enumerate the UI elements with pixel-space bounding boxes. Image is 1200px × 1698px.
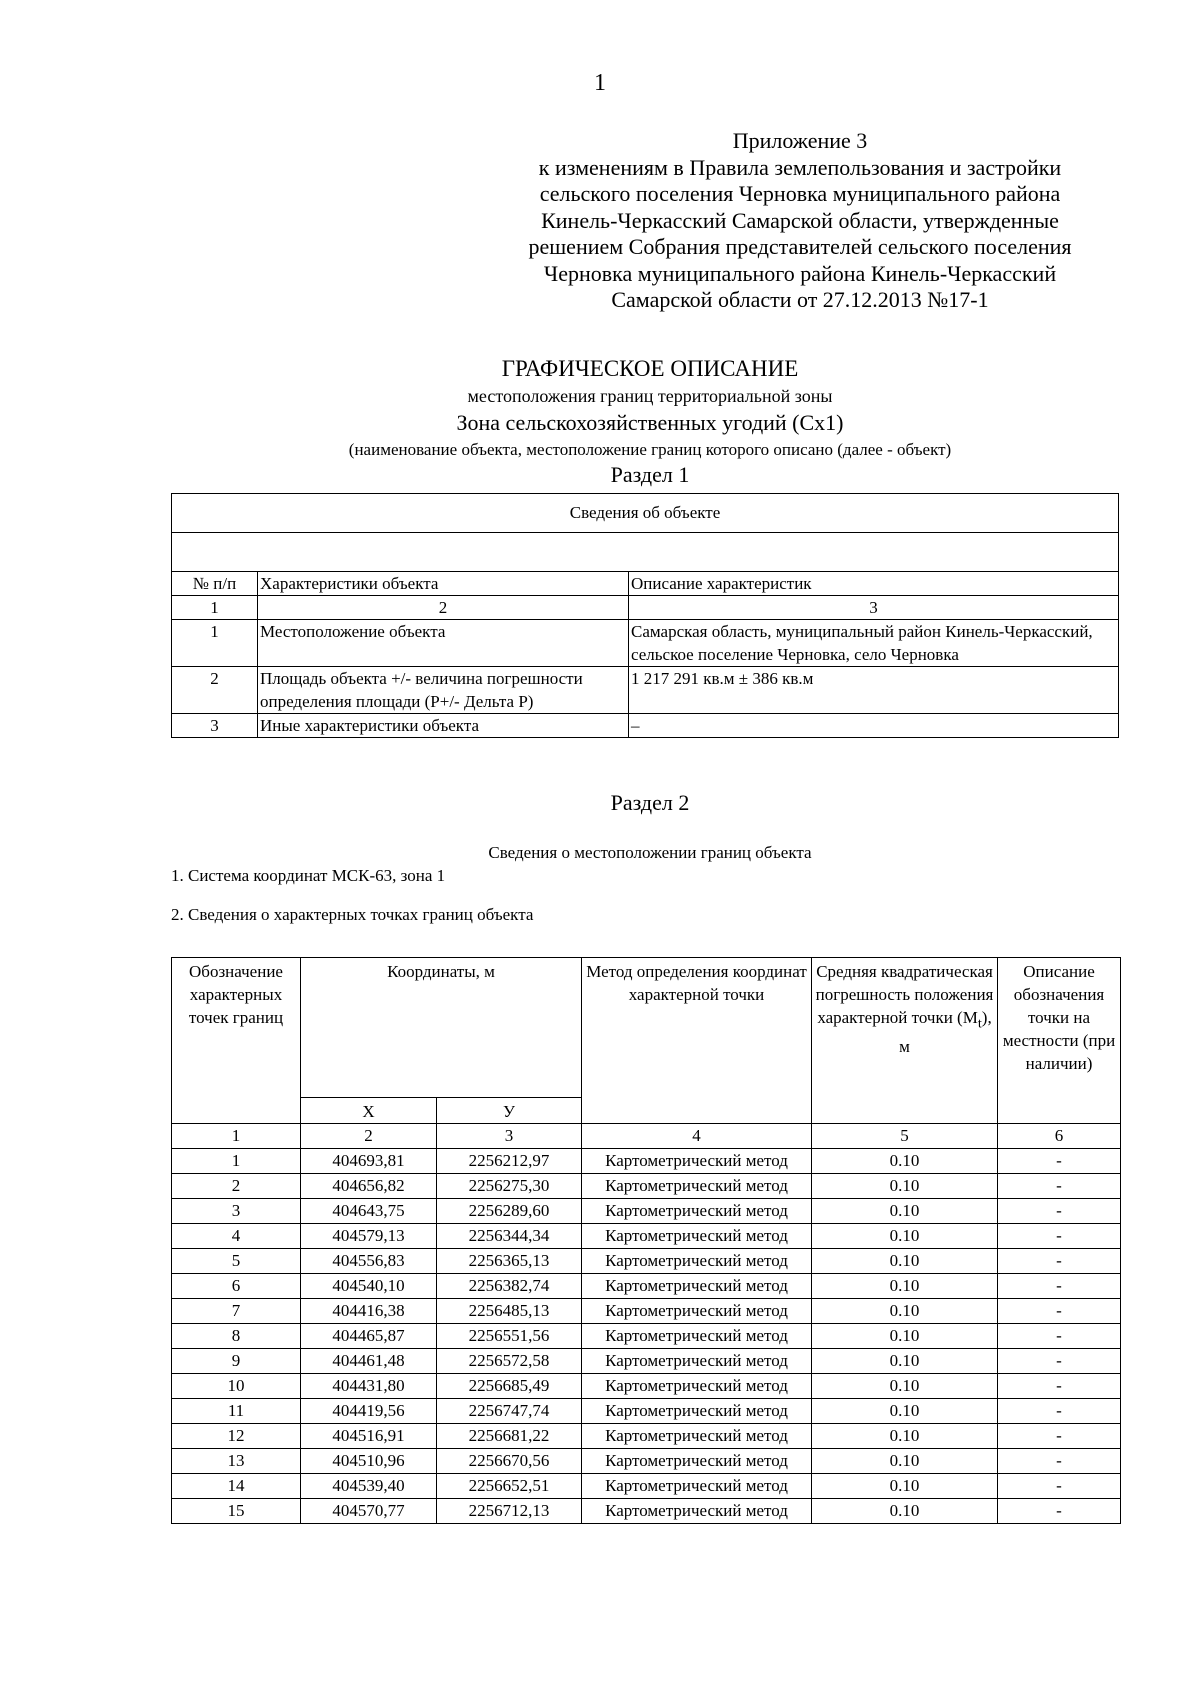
appendix-line: Черновка муниципального района Кинель-Черкасский	[543, 260, 1057, 286]
appendix-line: сельского поселения Черновка муниципального района	[539, 181, 1061, 206]
point-y: 2256572,58	[437, 1349, 582, 1374]
table-row	[172, 620, 1119, 667]
point-description: -	[998, 1424, 1121, 1449]
point-description: -	[998, 1199, 1121, 1224]
point-x: 404579,13	[301, 1224, 437, 1249]
header-point-description: Описание обозначения точки на местности (при наличии)	[998, 958, 1121, 1124]
point-method: Картометрический метод	[582, 1174, 812, 1199]
point-x: 404419,56	[301, 1399, 437, 1424]
point-method: Картометрический метод	[582, 1374, 812, 1399]
header-characteristics: Характеристики объекта	[258, 572, 629, 596]
point-x: 404431,80	[301, 1374, 437, 1399]
point-y: 2256681,22	[437, 1424, 582, 1449]
point-error: 0.10	[812, 1324, 998, 1349]
appendix-header	[480, 128, 1120, 314]
point-error: 0.10	[812, 1224, 998, 1249]
header-method: Метод определения координат характерной точки	[582, 958, 812, 1124]
point-method: Картометрический метод	[582, 1424, 812, 1449]
point-y: 2256382,74	[437, 1274, 582, 1299]
col-number: 1	[172, 596, 258, 620]
page-number: 1	[594, 70, 606, 96]
point-number: 2	[172, 1174, 301, 1199]
row-number: 3	[172, 714, 258, 738]
document-title: ГРАФИЧЕСКОЕ ОПИСАНИЕ	[501, 356, 799, 381]
point-method: Картометрический метод	[582, 1299, 812, 1324]
point-description: -	[998, 1449, 1121, 1474]
point-description: -	[998, 1274, 1121, 1299]
point-description: -	[998, 1174, 1121, 1199]
point-x: 404643,75	[301, 1199, 437, 1224]
point-x: 404510,96	[301, 1449, 437, 1474]
point-error: 0.10	[812, 1399, 998, 1424]
coordinate-system: 1. Система координат МСК-63, зона 1	[171, 866, 446, 885]
points-body	[172, 1149, 1121, 1524]
section-2-title: Раздел 2	[610, 790, 690, 815]
row-characteristic: Площадь объекта +/- величина погрешности определения площади (Р+/- Дельта Р)	[258, 667, 629, 714]
point-number: 1	[172, 1149, 301, 1174]
point-y: 2256712,13	[437, 1499, 582, 1524]
point-description: -	[998, 1324, 1121, 1349]
point-description: -	[998, 1149, 1121, 1174]
point-description: -	[998, 1374, 1121, 1399]
col-number: 5	[812, 1124, 998, 1149]
point-y: 2256289,60	[437, 1199, 582, 1224]
point-method: Картометрический метод	[582, 1399, 812, 1424]
point-number: 4	[172, 1224, 301, 1249]
point-error: 0.10	[812, 1349, 998, 1374]
point-number: 3	[172, 1199, 301, 1224]
point-number: 6	[172, 1274, 301, 1299]
appendix-line: решением Собрания представителей сельского поселения	[528, 234, 1072, 259]
point-x: 404516,91	[301, 1424, 437, 1449]
header-coordinates: Координаты, м	[301, 958, 582, 1098]
point-method: Картометрический метод	[582, 1349, 812, 1374]
object-table-empty-row	[172, 533, 1119, 572]
document-subtitle: местоположения границ территориальной зоны	[467, 386, 833, 406]
header-error-text: Средняя квадратическая погрешность положения характерной точки (М	[815, 962, 994, 1027]
point-method: Картометрический метод	[582, 1499, 812, 1524]
col-number: 3	[629, 596, 1119, 620]
point-method: Картометрический метод	[582, 1449, 812, 1474]
table-row	[172, 1424, 1121, 1449]
point-x: 404416,38	[301, 1299, 437, 1324]
point-error: 0.10	[812, 1249, 998, 1274]
point-method: Картометрический метод	[582, 1149, 812, 1174]
point-number: 7	[172, 1299, 301, 1324]
point-number: 13	[172, 1449, 301, 1474]
section-2-description: Сведения о местоположении границ объекта	[488, 843, 812, 862]
point-x: 404540,10	[301, 1274, 437, 1299]
point-error: 0.10	[812, 1374, 998, 1399]
point-error: 0.10	[812, 1449, 998, 1474]
point-description: -	[998, 1224, 1121, 1249]
header-error-subscript: t	[977, 1015, 982, 1032]
zone-name: Зона сельскохозяйственных угодий (Сх1)	[456, 410, 844, 435]
row-value: Самарская область, муниципальный район Кинель-Черкасский, сельское поселение Черновка, село Черновка	[629, 620, 1119, 667]
table-row	[172, 667, 1119, 714]
point-x: 404693,81	[301, 1149, 437, 1174]
point-y: 2256275,30	[437, 1174, 582, 1199]
point-y: 2256485,13	[437, 1299, 582, 1324]
point-method: Картометрический метод	[582, 1249, 812, 1274]
appendix-line: Самарской области от 27.12.2013 №17-1	[611, 287, 989, 312]
header-y: У	[437, 1098, 582, 1124]
point-y: 2256747,74	[437, 1399, 582, 1424]
point-description: -	[998, 1249, 1121, 1274]
point-number: 12	[172, 1424, 301, 1449]
point-number: 15	[172, 1499, 301, 1524]
table-row	[172, 1374, 1121, 1399]
appendix-line: Кинель-Черкасский Самарской области, утвержденные	[541, 207, 1059, 233]
table-row	[172, 1349, 1121, 1374]
name-caption: (наименование объекта, местоположение границ которого описано (далее - объект)	[348, 440, 952, 459]
col-number: 4	[582, 1124, 812, 1149]
header-description: Описание характеристик	[629, 572, 1119, 596]
section-1-title: Раздел 1	[610, 462, 690, 487]
table-row	[172, 1474, 1121, 1499]
point-x: 404656,82	[301, 1174, 437, 1199]
point-description: -	[998, 1499, 1121, 1524]
point-number: 9	[172, 1349, 301, 1374]
table-row	[172, 1399, 1121, 1424]
point-y: 2256212,97	[437, 1149, 582, 1174]
point-error: 0.10	[812, 1424, 998, 1449]
points-heading: 2. Сведения о характерных точках границ объекта	[171, 905, 534, 924]
point-x: 404556,83	[301, 1249, 437, 1274]
point-description: -	[998, 1399, 1121, 1424]
row-value: –	[629, 714, 1119, 738]
row-characteristic: Иные характеристики объекта	[258, 714, 629, 738]
point-method: Картометрический метод	[582, 1474, 812, 1499]
table-row	[172, 1249, 1121, 1274]
point-error: 0.10	[812, 1274, 998, 1299]
point-number: 5	[172, 1249, 301, 1274]
point-method: Картометрический метод	[582, 1324, 812, 1349]
table-row	[172, 1149, 1121, 1174]
col-number: 2	[301, 1124, 437, 1149]
point-error: 0.10	[812, 1499, 998, 1524]
point-y: 2256685,49	[437, 1374, 582, 1399]
object-table-title: Сведения об объекте	[172, 494, 1119, 533]
point-x: 404539,40	[301, 1474, 437, 1499]
col-number: 2	[258, 596, 629, 620]
table-row	[172, 1299, 1121, 1324]
row-value: 1 217 291 кв.м ± 386 кв.м	[629, 667, 1119, 714]
point-method: Картометрический метод	[582, 1224, 812, 1249]
header-error-unit: ), м	[899, 1008, 992, 1057]
col-number: 3	[437, 1124, 582, 1149]
point-error: 0.10	[812, 1149, 998, 1174]
appendix-line: Приложение 3	[732, 128, 868, 153]
col-number: 6	[998, 1124, 1121, 1149]
col-number: 1	[172, 1124, 301, 1149]
point-description: -	[998, 1474, 1121, 1499]
point-description: -	[998, 1349, 1121, 1374]
point-x: 404570,77	[301, 1499, 437, 1524]
point-x: 404465,87	[301, 1324, 437, 1349]
header-number: № п/п	[172, 572, 258, 596]
point-y: 2256365,13	[437, 1249, 582, 1274]
point-x: 404461,48	[301, 1349, 437, 1374]
point-y: 2256652,51	[437, 1474, 582, 1499]
table-row	[172, 1274, 1121, 1299]
header-x: Х	[301, 1098, 437, 1124]
table-row	[172, 1449, 1121, 1474]
point-number: 8	[172, 1324, 301, 1349]
table-row	[172, 714, 1119, 738]
boundary-points-table	[171, 957, 1121, 1524]
row-number: 2	[172, 667, 258, 714]
point-error: 0.10	[812, 1299, 998, 1324]
point-error: 0.10	[812, 1474, 998, 1499]
point-number: 14	[172, 1474, 301, 1499]
table-row	[172, 1199, 1121, 1224]
point-y: 2256551,56	[437, 1324, 582, 1349]
table-row	[172, 1499, 1121, 1524]
table-row	[172, 1324, 1121, 1349]
point-method: Картометрический метод	[582, 1199, 812, 1224]
appendix-line: к изменениям в Правила землепользования и застройки	[538, 154, 1062, 180]
header-point: Обозначение характерных точек границ	[172, 958, 301, 1124]
row-number: 1	[172, 620, 258, 667]
point-description: -	[998, 1299, 1121, 1324]
table-row	[172, 1224, 1121, 1249]
header-error	[812, 958, 998, 1124]
point-error: 0.10	[812, 1199, 998, 1224]
point-error: 0.10	[812, 1174, 998, 1199]
object-info-table	[171, 493, 1119, 738]
table-row	[172, 1174, 1121, 1199]
point-method: Картометрический метод	[582, 1274, 812, 1299]
point-number: 10	[172, 1374, 301, 1399]
point-number: 11	[172, 1399, 301, 1424]
row-characteristic: Местоположение объекта	[258, 620, 629, 667]
point-y: 2256670,56	[437, 1449, 582, 1474]
point-y: 2256344,34	[437, 1224, 582, 1249]
